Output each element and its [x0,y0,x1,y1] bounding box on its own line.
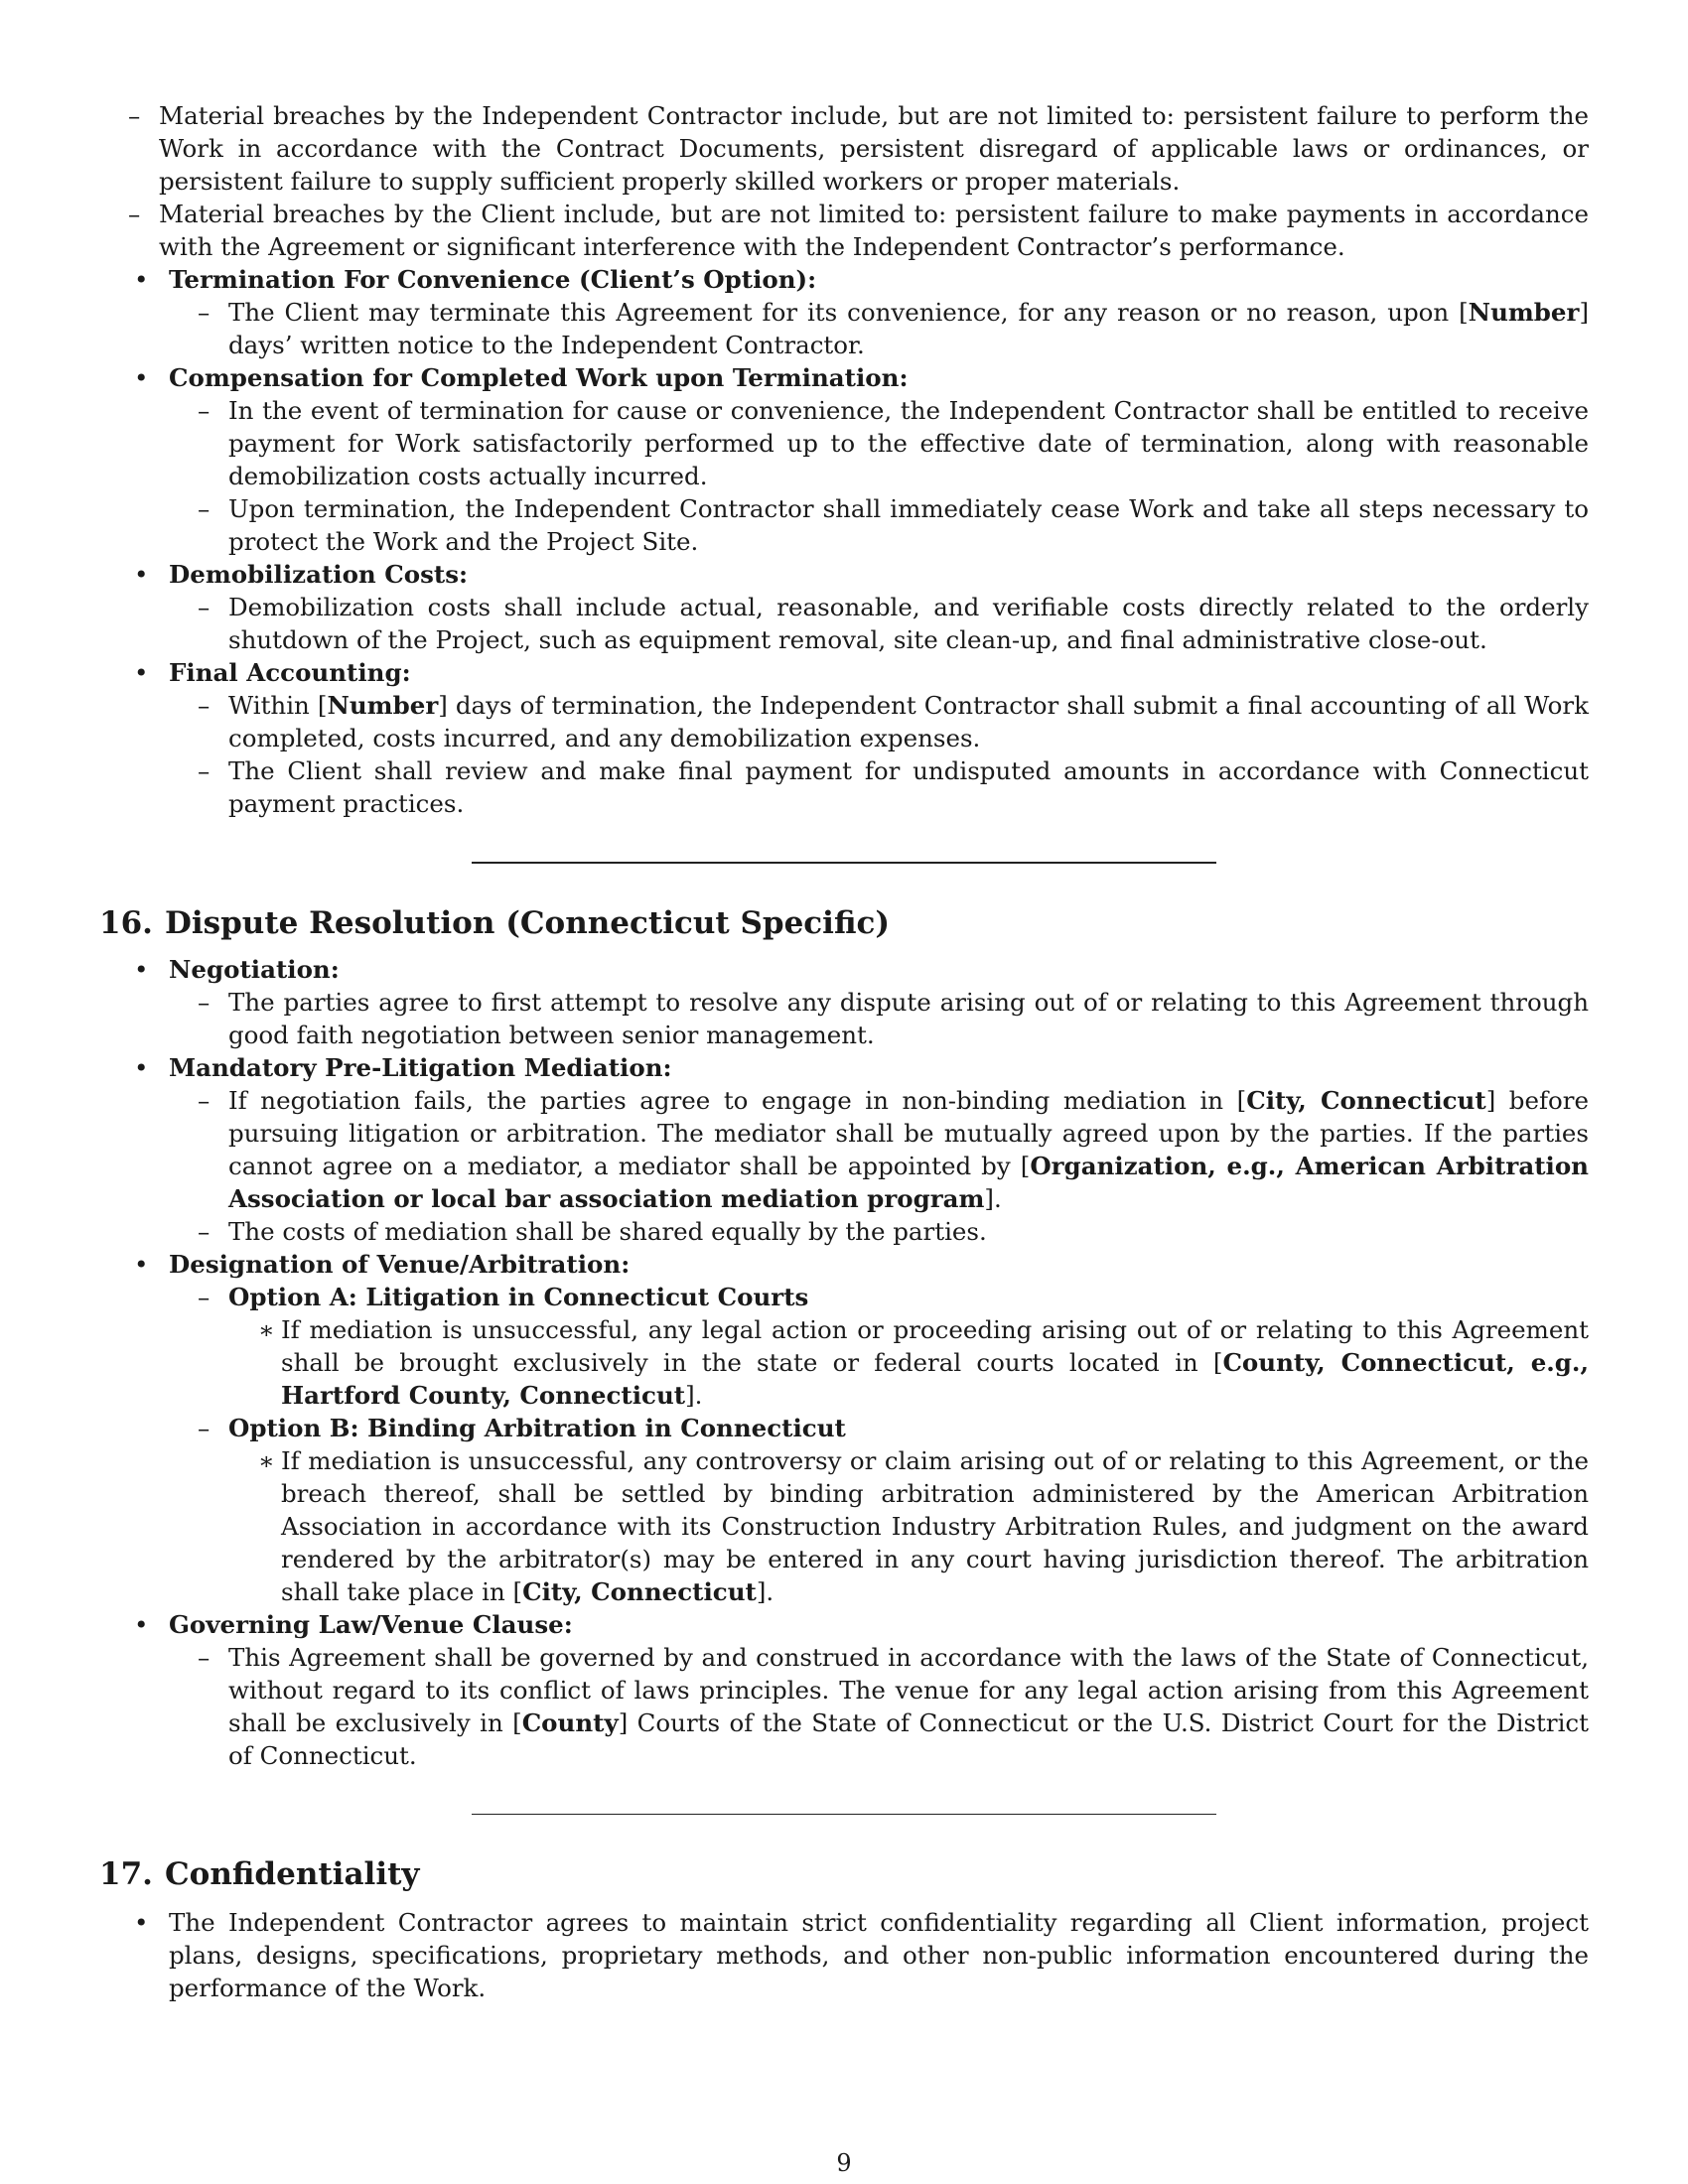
list-item [228,1444,1589,1608]
sub-list [169,591,1589,656]
bullet-marker: • [134,1908,149,1937]
list-item-option-b [169,1412,1589,1608]
bullet-marker: • [134,658,149,687]
list-item-text: If negotiation fails, the parties agree to engage in non-binding mediation in [City, Connecticut] before pursuing litigation or arbitration. The mediator shall be mutually agreed upon by the parties. If the parties cannot agree on a mediator, a mediator shall be appointed by [Organization, e.g., American Arbitration Association or local bar association mediation program]. [228,1086,1590,1213]
dash-marker: – [198,756,211,785]
dash-marker: – [198,1086,211,1115]
sub-list [169,1281,1589,1608]
placeholder-field: City, Connecticut [1246,1086,1486,1115]
option-heading: Option B: Binding Arbitration in Connecticut [228,1414,846,1442]
dash-marker: – [198,494,211,523]
dash-marker: – [198,1414,211,1442]
star-marker: ∗ [258,1446,275,1475]
item-heading: Demobilization Costs: [169,560,469,589]
item-heading: Designation of Venue/Arbitration: [169,1250,631,1279]
bullet-marker: • [134,1250,149,1279]
material-breach-contractor-text: Material breaches by the Independent Contractor include, but are not limited to: persistent failure to perform the Work in accordance with the Contract Documents, persistent disregard of applicable laws or ordinances, or persistent failure to supply sufficient properly skilled workers or proper materials. [159,101,1589,196]
item-heading: Negotiation: [169,955,340,984]
page-content [99,99,1589,2004]
list-item-option-a [169,1281,1589,1412]
list-item-final-accounting [99,656,1589,820]
bullet-marker: • [134,1053,149,1082]
placeholder-field: Organization, e.g., American Arbitration Association or local bar association mediation program [228,1152,1589,1213]
list-item [169,394,1589,492]
dash-marker: – [198,691,211,720]
list-item-text: In the event of termination for cause or convenience, the Independent Contractor shall be entitled to receive payment for Work satisfactorily performed up to the effective date of termination, along with reasonable demobilization costs actually incurred. [228,396,1589,490]
placeholder-field: Number [327,691,439,720]
section-heading-17: 17. Confidentiality [99,1856,420,1892]
list-item-text: If mediation is unsuccessful, any legal action or proceeding arising out of or relating to this Agreement shall be brought exclusively in the state or federal courts located in [County, Connecticut, e.g., Hartford County, Connecticut]. [281,1315,1589,1410]
list-item-text: If mediation is unsuccessful, any controversy or claim arising out of or relating to this Agreement, or the breach thereof, shall be settled by binding arbitration administered by the American Arbitration Association in accordance with its Construction Industry Arbitration Rules, and judgment on the award rendered by the arbitrator(s) may be entered in any court having jurisdiction thereof. The arbitration shall take place in [City, Connecticut]. [281,1446,1589,1606]
list-item-text: Within [Number] days of termination, the Independent Contractor shall submit a final accounting of all Work completed, costs incurred, and any demobilization expenses. [228,691,1589,752]
list-item [99,99,1589,198]
star-marker: ∗ [258,1315,275,1344]
placeholder-field: Number [1468,298,1580,327]
list-item [228,1313,1589,1412]
sub-list [169,1641,1589,1772]
dash-marker: – [198,396,211,425]
list-item-text: The parties agree to first attempt to resolve any dispute arising out of or relating to this Agreement through good faith negotiation between senior management. [228,988,1589,1049]
dash-marker: – [198,1217,211,1246]
continued-list [99,99,1589,263]
placeholder-field: County [521,1708,619,1737]
placeholder-field: County, Connecticut, e.g., Hartford County, Connecticut [281,1348,1589,1410]
list-item-text: This Agreement shall be governed by and construed in accordance with the laws of the State of Connecticut, without regard to its conflict of laws principles. The venue for any legal action arising from this Agreement shall be exclusively in [County] Courts of the State of Connecticut or the U.S. District Court for the District of Connecticut. [228,1643,1589,1770]
bullet-marker: • [134,560,149,589]
dash-marker: – [198,298,211,327]
placeholder-field: City, Connecticut [522,1577,757,1606]
list-item-text: The costs of mediation shall be shared equally by the parties. [228,1217,987,1246]
list-item-demobilization [99,558,1589,656]
list-item [169,296,1589,361]
list-item-termination-convenience [99,263,1589,361]
dash-marker: – [128,200,141,228]
item-heading: Governing Law/Venue Clause: [169,1610,573,1639]
list-item [169,1641,1589,1772]
list-item-venue [99,1248,1589,1608]
item-heading: Compensation for Completed Work upon Termination: [169,363,909,392]
dash-marker: – [198,1283,211,1311]
dispute-resolution-list [99,953,1589,1772]
list-item [169,689,1589,754]
bullet-marker: • [134,265,149,294]
list-item [169,1215,1589,1248]
dash-marker: – [198,988,211,1017]
sub-list [169,689,1589,820]
list-item-compensation [99,361,1589,558]
bullet-marker: • [134,363,149,392]
dash-marker: – [198,593,211,621]
item-heading: Termination For Convenience (Client’s Option): [169,265,817,294]
material-breach-client-text: Material breaches by the Client include, but are not limited to: persistent failure to make payments in accordance with the Agreement or significant interference with the Independent Contractor’s performance. [159,200,1589,261]
list-item [99,198,1589,263]
list-item-negotiation [99,953,1589,1051]
item-heading: Mandatory Pre-Litigation Mediation: [169,1053,672,1082]
section-heading-16: 16. Dispute Resolution (Connecticut Specific) [99,905,891,941]
sub-list [169,296,1589,361]
list-item-text: The Client may terminate this Agreement for its convenience, for any reason or no reason, upon [Number] days’ written notice to the Independent Contractor. [228,298,1589,359]
list-item-text: Upon termination, the Independent Contractor shall immediately cease Work and take all steps necessary to protect the Work and the Project Site. [228,494,1589,556]
bullet-marker: • [134,1610,149,1639]
list-item-mediation [99,1051,1589,1248]
termination-list [99,263,1589,820]
list-item-text: The Client shall review and make final payment for undisputed amounts in accordance with Connecticut payment practices. [228,756,1589,818]
sub-list [169,986,1589,1051]
confidentiality-list [99,1906,1589,2004]
dash-marker: – [198,1643,211,1672]
sub-list [169,1084,1589,1248]
sub-sub-list [228,1444,1589,1608]
list-item [169,591,1589,656]
page-number: 9 [836,2149,852,2177]
list-item [169,986,1589,1051]
sub-list [169,394,1589,558]
list-item-text: Demobilization costs shall include actual, reasonable, and verifiable costs directly related to the orderly shutdown of the Project, such as equipment removal, site clean-up, and final administrative close-out. [228,593,1589,654]
option-heading: Option A: Litigation in Connecticut Courts [228,1283,809,1311]
list-item-governing-law [99,1608,1589,1772]
sub-sub-list [228,1313,1589,1412]
item-heading: Final Accounting: [169,658,411,687]
confidentiality-text: The Independent Contractor agrees to maintain strict confidentiality regarding all Client information, project plans, designs, specifications, proprietary methods, and other non-public information encountered during the performance of the Work. [169,1908,1589,2002]
list-item [169,754,1589,820]
list-item [99,1906,1589,2004]
list-item [169,492,1589,558]
bullet-marker: • [134,955,149,984]
dash-marker: – [128,101,141,130]
list-item [169,1084,1589,1215]
